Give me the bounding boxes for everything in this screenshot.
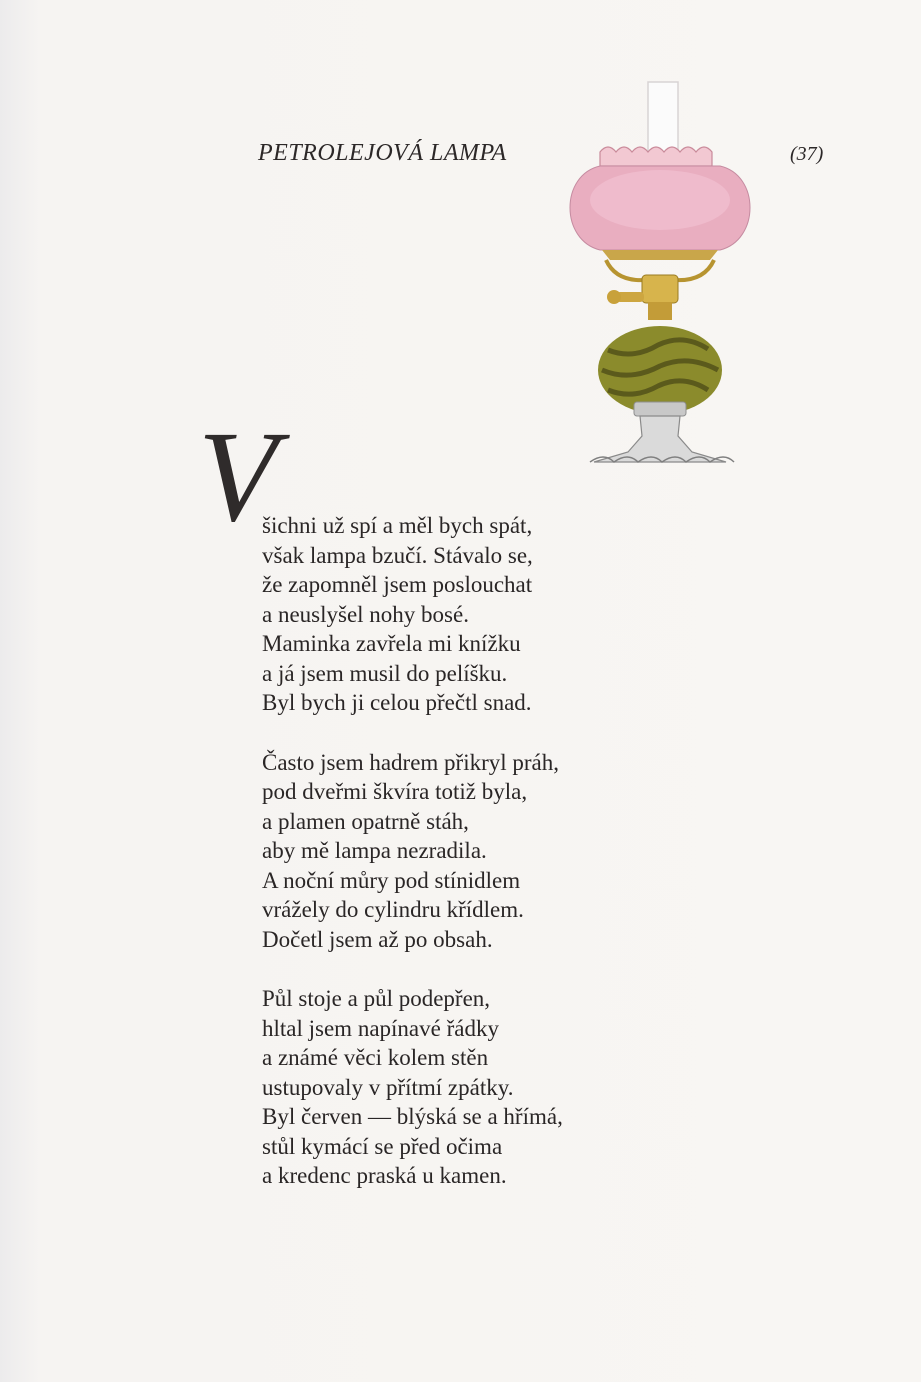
poem-line: ustupovaly v přítmí zpátky. <box>262 1074 514 1100</box>
poem-line: však lampa bzučí. Stávalo se, <box>262 542 533 568</box>
poem-line: a kredenc praská u kamen. <box>262 1163 507 1188</box>
poem-line: aby mě lampa nezradila. <box>262 838 487 863</box>
poem-line: pod dveřmi škvíra totiž byla, <box>262 779 528 804</box>
poem-line: Často jsem hadrem přikryl práh, <box>262 749 560 775</box>
drop-cap: V <box>198 405 278 549</box>
poem-line: vrážely do cylindru křídlem. <box>262 897 524 922</box>
poem-line: Dočetl jsem až po obsah. <box>262 926 493 952</box>
poem-line: Maminka zavřela mi knížku <box>262 631 521 656</box>
poem-line: a známé věci kolem stěn <box>262 1045 489 1070</box>
poem-title: PETROLEJOVÁ LAMPA <box>258 140 507 166</box>
poem-line: hltal jsem napínavé řádky <box>262 1015 499 1041</box>
oil-lamp-icon <box>560 80 760 480</box>
stanza <box>262 748 563 955</box>
poem-line: A noční můry pod stínidlem <box>262 867 521 893</box>
poem-line: a já jsem musil do pelíšku. <box>262 660 508 686</box>
poem-line: Byl bych ji celou přečtl snad. <box>262 690 532 715</box>
poem-line: stůl kymácí se před očima <box>262 1133 503 1159</box>
stanza <box>262 511 563 718</box>
poem-line: a neuslyšel nohy bosé. <box>262 601 469 627</box>
poem-line: šichni už spí a měl bych spát, <box>262 513 533 538</box>
poem-line: a plamen opatrně stáh, <box>262 808 469 834</box>
stanza <box>262 984 563 1191</box>
poem-line: Půl stoje a půl podepřen, <box>262 986 491 1011</box>
page-number: (37) <box>790 143 824 165</box>
poem-body <box>262 511 563 1221</box>
poem-line: že zapomněl jsem poslouchat <box>262 572 533 597</box>
poem-line: Byl červen — blýská se a hřímá, <box>262 1104 563 1129</box>
